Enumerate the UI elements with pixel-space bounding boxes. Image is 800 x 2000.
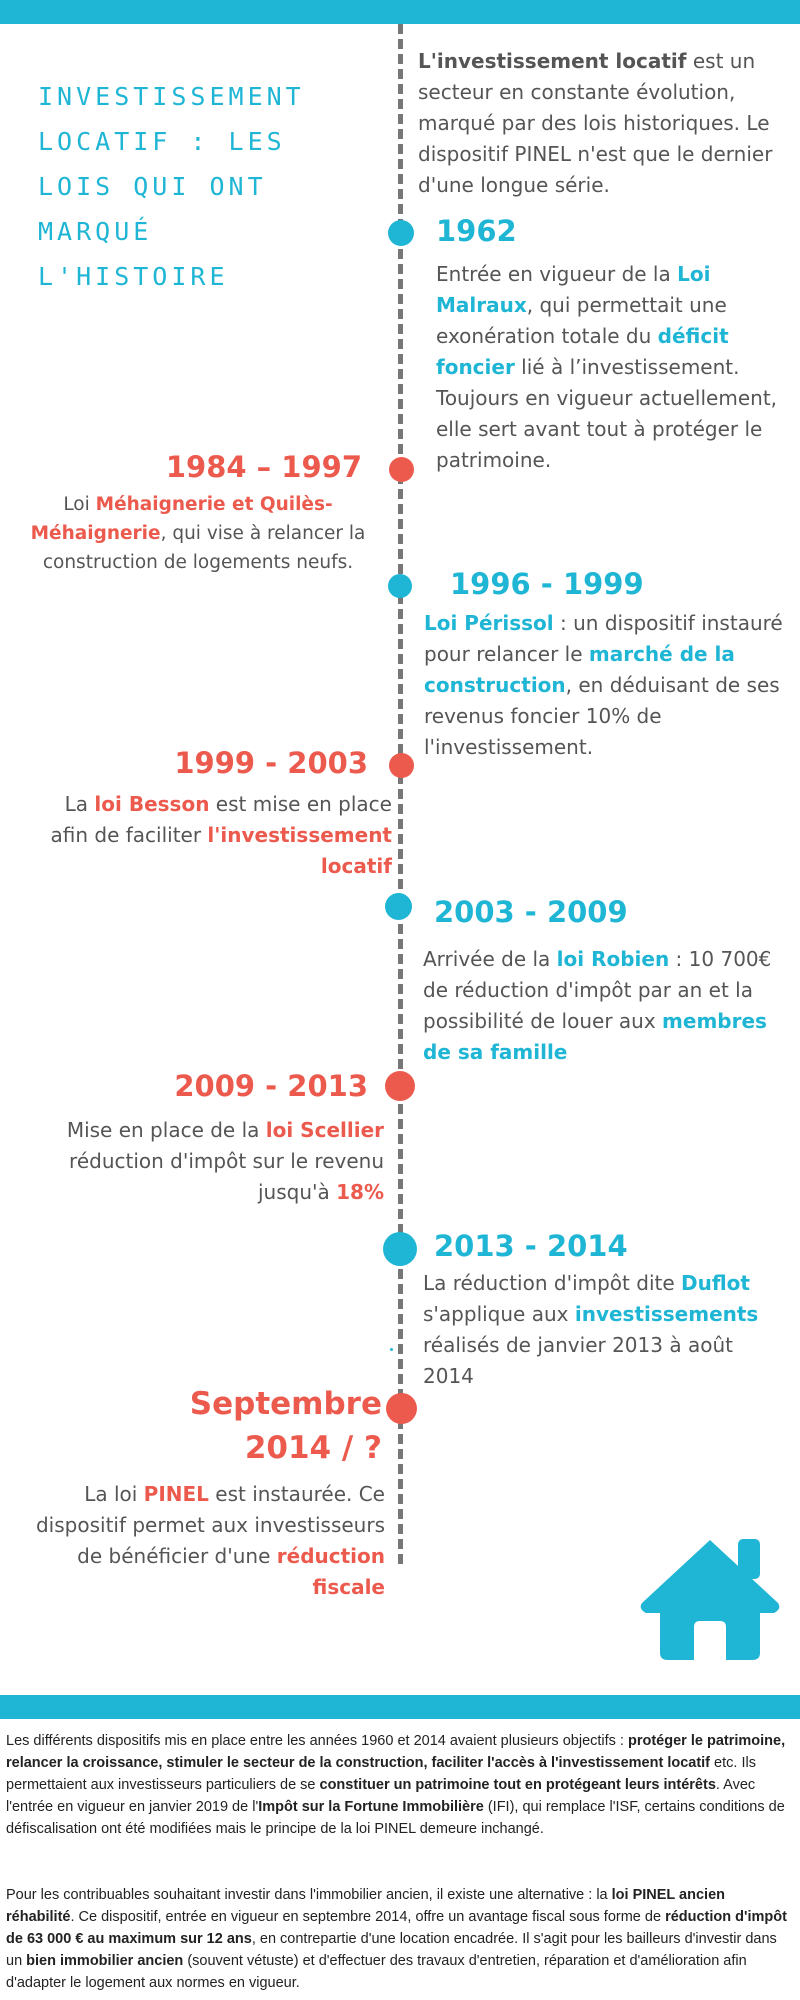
footer-paragraph-1: Les différents dispositifs mis en place entre les années 1960 et 2014 avaient plusieurs objectifs : protéger le patrimoine, relancer la croissance, stimuler le secteur de la construction, faciliter l'accès à l'investissement locatif etc. Ils permettaient aux investisseurs particuliers de se constituer un patrimoine tout en protégeant leurs intérêts. Avec l'entrée en vigueur en janvier 2019 de l'Impôt sur la Fortune Immobilière (IFI), qui remplace l'ISF, certains conditions de défiscalisation ont été modifiées mais le principe de la loi PINEL demeure inchangé. xyxy=(6,1733,786,1837)
intro-bold: L'investissement locatif xyxy=(418,49,687,73)
section-divider-banner xyxy=(0,1695,800,1719)
text-2013-2014: La réduction d'impôt dite Duflot s'applique aux investissements réalisés de janvier 2013 à août 2014 xyxy=(423,1271,759,1388)
decorative-dot xyxy=(390,1348,393,1351)
top-banner xyxy=(0,0,800,24)
timeline-dot-2009 xyxy=(385,1071,415,1101)
text-1962: Entrée en vigueur de la Loi Malraux, qui permettait une exonération totale du déficit foncier lié à l’investissement. Toujours en vigueur actuellement, elle sert avant tout à protéger le patrimoine. xyxy=(436,262,778,472)
text-2014: La loi PINEL est instaurée. Ce dispositif permet aux investisseurs de bénéficier d'une réduction fiscale xyxy=(35,1482,385,1599)
timeline-dot-1962 xyxy=(388,220,414,246)
year-2014-line2: 2014 / ? xyxy=(244,1430,382,1466)
page-title: INVESTISSEMENT LOCATIF : LES LOIS QUI ONT MARQUÉ L'HISTOIRE xyxy=(38,82,305,291)
year-2003-2009: 2003 - 2009 xyxy=(434,895,628,929)
timeline-dot-2003 xyxy=(385,893,412,920)
year-2013-2014: 2013 - 2014 xyxy=(434,1229,628,1263)
timeline-dot-1999 xyxy=(389,753,414,778)
timeline-dot-1996 xyxy=(388,574,412,598)
text-1999-2003: La loi Besson est mise en place afin de faciliter l'investissement locatif xyxy=(50,792,392,878)
year-2009-2013: 2009 - 2013 xyxy=(174,1069,368,1103)
year-1996-1999: 1996 - 1999 xyxy=(450,567,644,601)
timeline-dot-2014 xyxy=(386,1393,417,1424)
house-icon xyxy=(638,1535,782,1660)
text-2009-2013: Mise en place de la loi Scellier réduction d'impôt sur le revenu jusqu'à 18% xyxy=(66,1118,384,1204)
text-1984-1997: Loi Méhaignerie et Quilès-Méhaignerie, qui vise à relancer la construction de logements neufs. xyxy=(30,494,366,573)
footer-paragraph-2: Pour les contribuables souhaitant investir dans l'immobilier ancien, il existe une alternative : la loi PINEL ancien réhabilité. Ce dispositif, entrée en vigueur en septembre 2014, offre un avantage fiscal sous forme de réduction d'impôt de 63 000 € au maximum sur 12 ans, en contrepartie d'une location encadrée. Il s'agit pour les bailleurs d'investir dans un bien immobilier ancien (souvent vétuste) et d'effectuer des travaux d'entretien, réparation et d'amélioration afin d'adapter le logement aux normes en vigueur. xyxy=(6,1887,787,1991)
timeline-dot-1984 xyxy=(389,457,414,482)
timeline-line xyxy=(398,24,403,1564)
intro-text: L'investissement locatif est un secteur en constante évolution, marqué par des lois historiques. Le dispositif PINEL n'est que le dernier d'une longue série. xyxy=(418,49,773,197)
timeline-dot-2013 xyxy=(383,1232,417,1266)
text-2003-2009: Arrivée de la loi Robien : 10 700€ de réduction d'impôt par an et la possibilité de louer aux membres de sa famille xyxy=(423,947,772,1064)
year-2014-line1: Septembre xyxy=(189,1386,382,1422)
year-1984-1997: 1984 – 1997 xyxy=(165,450,362,484)
year-1962: 1962 xyxy=(436,214,517,248)
text-1996-1999: Loi Périssol : un dispositif instauré pour relancer le marché de la construction, en déduisant de ses revenus foncier 10% de l'investissement. xyxy=(424,611,783,759)
year-1999-2003: 1999 - 2003 xyxy=(174,746,368,780)
